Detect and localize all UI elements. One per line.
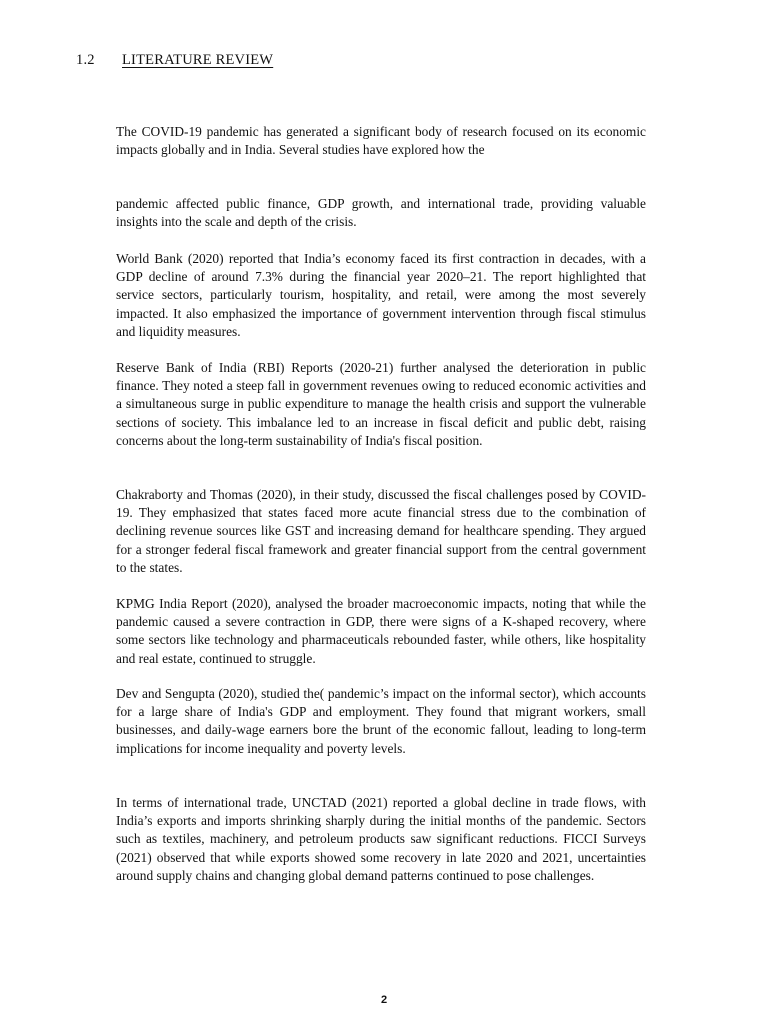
paragraph-dev-sengupta: Dev and Sengupta (2020), studied the( pandemic’s impact on the informal sector), which accounts for a large share of India's GDP and employment. They found that migrant workers, small businesses, and daily-wage earners bore the brunt of the economic fallout, leading to long-term implications for income inequality and poverty levels. — [116, 686, 646, 756]
paragraph-international-trade: In terms of international trade, UNCTAD (2021) reported a global decline in trade flows, with India’s exports and imports shrinking sharply during the initial months of the pandemic. Sectors such as textiles, machinery, and petroleum products saw significant reductions. FICCI Surveys (2021) observed that while exports showed some recovery in late 2020 and 2021, uncertainties around supply chains and changing global demand patterns continued to pose challenges. — [116, 795, 646, 883]
section-heading — [76, 52, 273, 69]
paragraph-intro: The COVID-19 pandemic has generated a significant body of research focused on its economic impacts globally and in India. Several studies have explored how the — [116, 124, 646, 158]
paragraph-world-bank: World Bank (2020) reported that India’s economy faced its first contraction in decades, with a GDP decline of around 7.3% during the financial year 2020–21. The report highlighted that service sectors, particularly tourism, hospitality, and retail, were among the most severely impacted. It also emphasized the importance of government intervention through fiscal stimulus and liquidity measures. — [116, 251, 646, 339]
section-title: LITERATURE REVIEW — [122, 52, 274, 68]
paragraph-rbi-reports: Reserve Bank of India (RBI) Reports (2020-21) further analysed the deterioration in public finance. They noted a steep fall in government revenues owing to reduced economic activities and a simultaneous surge in public expenditure to manage the health crisis and support the vulnerable sections of society. This imbalance led to an increase in fiscal deficit and public debt, raising concerns about the long-term sustainability of India's fiscal position. — [116, 360, 646, 448]
page-number: 2 — [380, 994, 388, 1006]
paragraph-kpmg-report: KPMG India Report (2020), analysed the broader macroeconomic impacts, noting that while the pandemic caused a severe contraction in GDP, there were signs of a K-shaped recovery, where some sectors like technology and pharmaceuticals rebounded faster, while others, like hospitality and real estate, continued to struggle. — [116, 596, 646, 666]
paragraph-intro-continued: pandemic affected public finance, GDP growth, and international trade, providing valuable insights into the scale and depth of the crisis. — [116, 196, 646, 230]
section-number: 1.2 — [76, 52, 95, 68]
paragraph-chakraborty-thomas: Chakraborty and Thomas (2020), in their study, discussed the fiscal challenges posed by COVID-19. They emphasized that states faced more acute financial stress due to the combination of declining revenue sources like GST and increasing demand for healthcare spending. They argued for a stronger federal fiscal framework and greater financial support from the central government to the states. — [116, 487, 646, 575]
